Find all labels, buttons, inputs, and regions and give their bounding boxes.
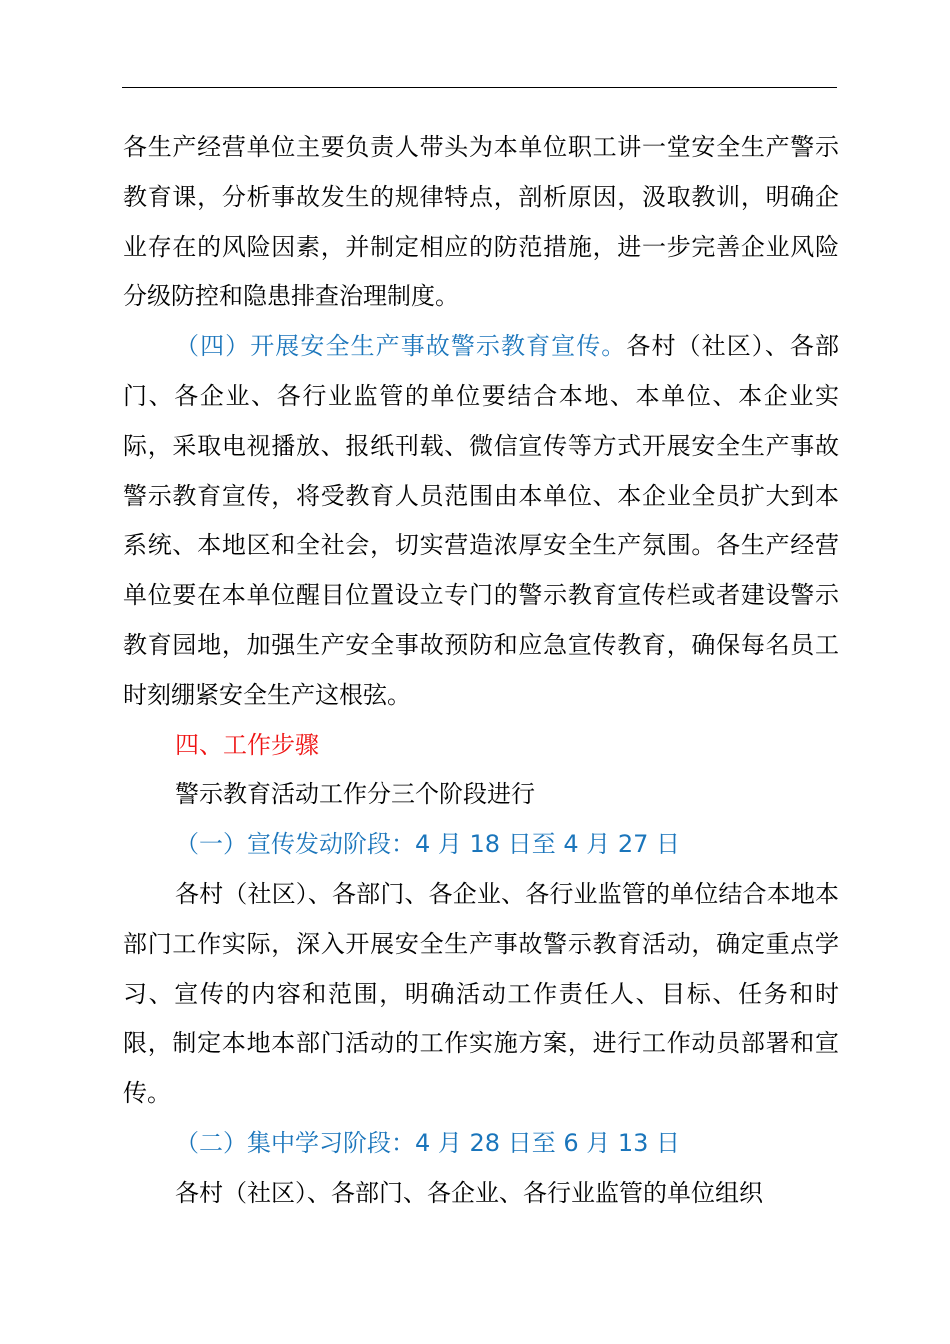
paragraph-text: 各村（社区）、各部门、各企业、各行业监管的单位组织 — [175, 1178, 763, 1207]
paragraph-publicity — [123, 322, 839, 720]
chapter-heading-work-steps: 四、工作步骤 — [175, 730, 319, 759]
paragraph-three-stages — [123, 770, 839, 820]
paragraph-text: 各村（社区）、各部门、各企业、各行业监管的单位结合本地本部门工作实际，深入开展安全生产事故警示教育活动，确定重点学习、宣传的内容和范围，明确活动工作责任人、目标、任务和时限，制定本地本部门活动的工作实施方案，进行工作动员部署和宣传。 — [123, 879, 839, 1108]
stage-heading-2: （二）集中学习阶段：4 月 28 日至 6 月 13 日 — [175, 1128, 681, 1157]
paragraph-stage-2-heading — [123, 1119, 839, 1169]
paragraph-stage-1-body — [123, 870, 839, 1119]
paragraph-stage-1-heading — [123, 820, 839, 870]
document-body — [123, 123, 839, 1219]
paragraph-stage-2-body — [123, 1169, 839, 1219]
paragraph-work-steps-heading — [123, 721, 839, 771]
paragraph-text: 警示教育活动工作分三个阶段进行 — [175, 780, 535, 809]
section-heading-4: （四）开展安全生产事故警示教育宣传。 — [175, 332, 627, 361]
paragraph-text: 各村（社区）、各部门、各企业、各行业监管的单位要结合本地、本单位、本企业实际，采取电视播放、报纸刊载、微信宣传等方式开展安全生产事故警示教育宣传，将受教育人员范围由本单位、本企业全员扩大到本系统、本地区和全社会，切实营造浓厚安全生产氛围。各生产经营单位要在本单位醒目位置设立专门的警示教育宣传栏或者建设警示教育园地，加强生产安全事故预防和应急宣传教育，确保每名员工时刻绷紧安全生产这根弦。 — [123, 332, 840, 709]
header-rule — [122, 87, 837, 88]
stage-heading-1: （一）宣传发动阶段：4 月 18 日至 4 月 27 日 — [175, 830, 681, 859]
paragraph-text: 各生产经营单位主要负责人带头为本单位职工讲一堂安全生产警示教育课，分析事故发生的规律特点，剖析原因，汲取教训，明确企业存在的风险因素，并制定相应的防范措施，进一步完善企业风险分级防控和隐患排查治理制度。 — [123, 133, 839, 311]
paragraph-leader-lecture — [123, 123, 839, 322]
